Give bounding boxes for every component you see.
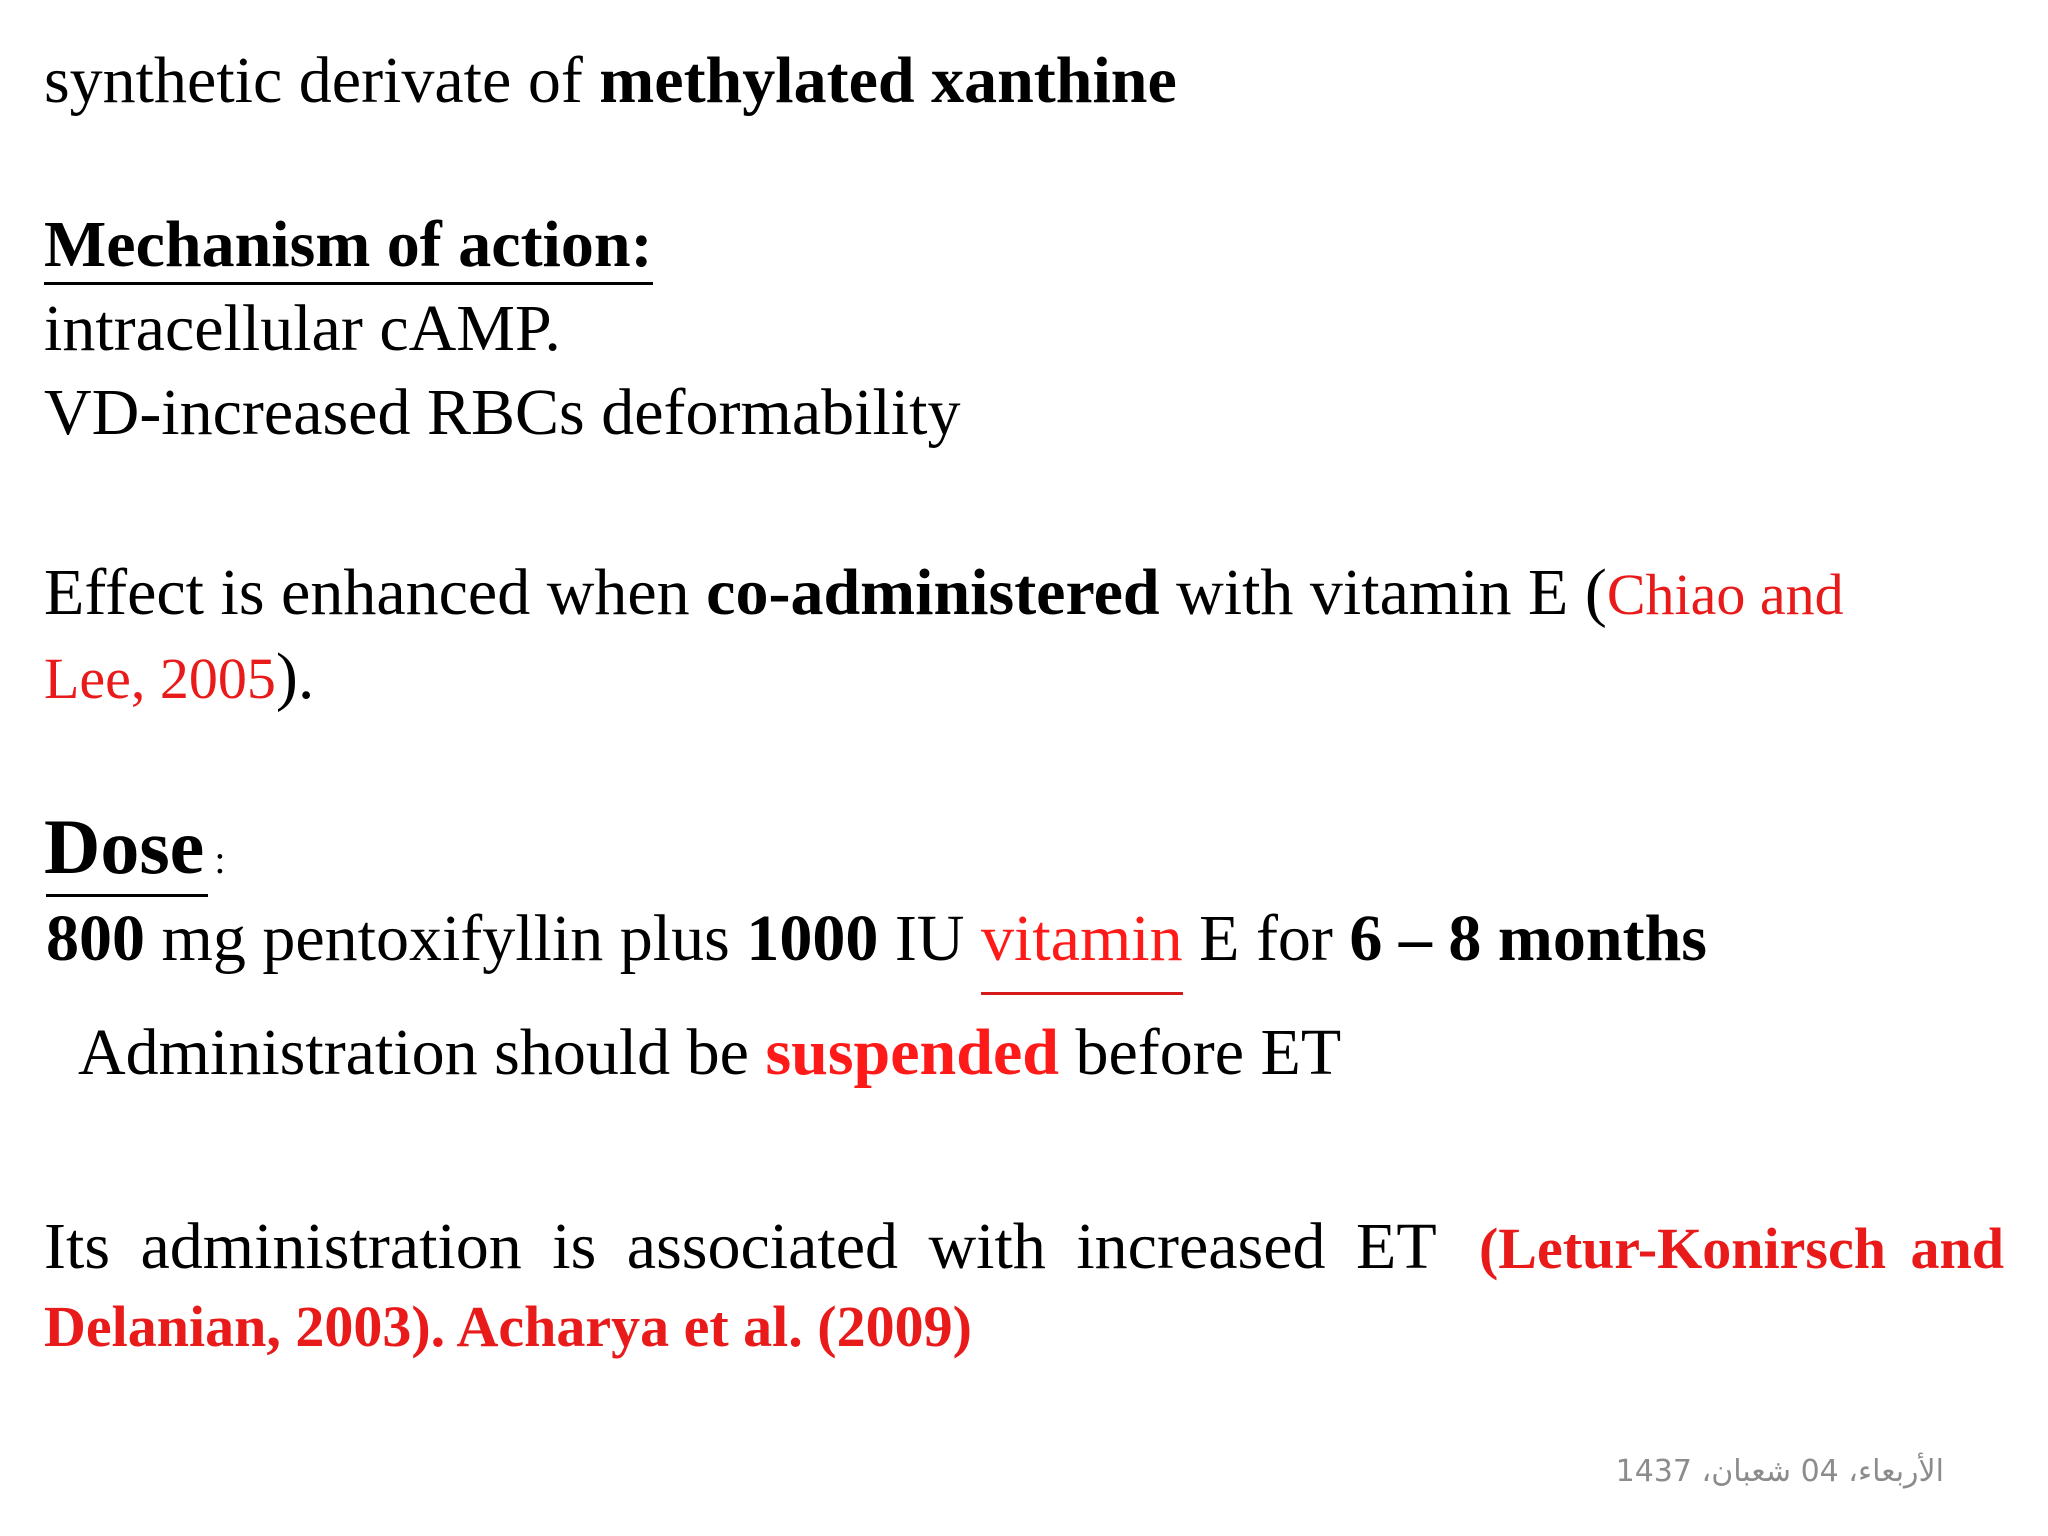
effect-closing: ).	[275, 640, 315, 713]
dose-text-1: mg pentoxifyllin plus	[145, 902, 747, 975]
mechanism-line-1: intracellular cAMP.	[44, 292, 561, 365]
intro-prefix: synthetic derivate of	[44, 44, 600, 117]
administration-text: Its administration is associated with increased ET	[44, 1210, 1437, 1283]
dose-colon: :	[204, 837, 226, 882]
footer-date: الأربعاء، 04 شعبان، 1437	[1615, 1454, 1944, 1489]
suspend-word: suspended	[765, 1016, 1059, 1089]
effect-part2: with vitamin E (	[1159, 556, 1607, 629]
administration-line-1	[44, 1210, 2004, 1283]
effect-emphasis: co-administered	[706, 556, 1160, 629]
effect-line-2	[44, 640, 315, 713]
effect-line-1	[44, 556, 1844, 629]
suspend-prefix: Administration should be	[78, 1016, 766, 1089]
dose-vitamin-word: vitamin	[981, 906, 1183, 995]
dose-detail-line	[46, 902, 1707, 995]
mechanism-line-2: VD-increased RBCs deformability	[44, 376, 961, 449]
administration-line-2	[44, 1292, 972, 1358]
dose-duration: 6 – 8 months	[1349, 902, 1707, 975]
dose-iu-amount: 1000	[746, 902, 879, 975]
dose-heading: Dose	[44, 803, 205, 890]
suspend-line	[78, 1016, 1342, 1089]
administration-citation-a: (Letur-Konirsch and	[1478, 1216, 2004, 1281]
mechanism-heading-line	[44, 208, 653, 285]
intro-emphasis: methylated xanthine	[599, 44, 1177, 117]
dose-text-3: E for	[1182, 902, 1350, 975]
dose-underline	[46, 894, 208, 897]
effect-part1: Effect is enhanced when	[44, 556, 707, 629]
effect-citation-b: Lee, 2005	[44, 646, 276, 711]
mechanism-heading: Mechanism of action:	[44, 212, 653, 285]
dose-heading-line	[44, 803, 226, 890]
dose-amount: 800	[46, 902, 145, 975]
intro-line	[44, 44, 1177, 117]
suspend-suffix: before ET	[1058, 1016, 1342, 1089]
dose-text-2: IU	[878, 902, 981, 975]
effect-citation-a: Chiao and	[1606, 562, 1844, 627]
administration-citation-b: Delanian, 2003). Acharya et al. (2009)	[44, 1294, 972, 1359]
